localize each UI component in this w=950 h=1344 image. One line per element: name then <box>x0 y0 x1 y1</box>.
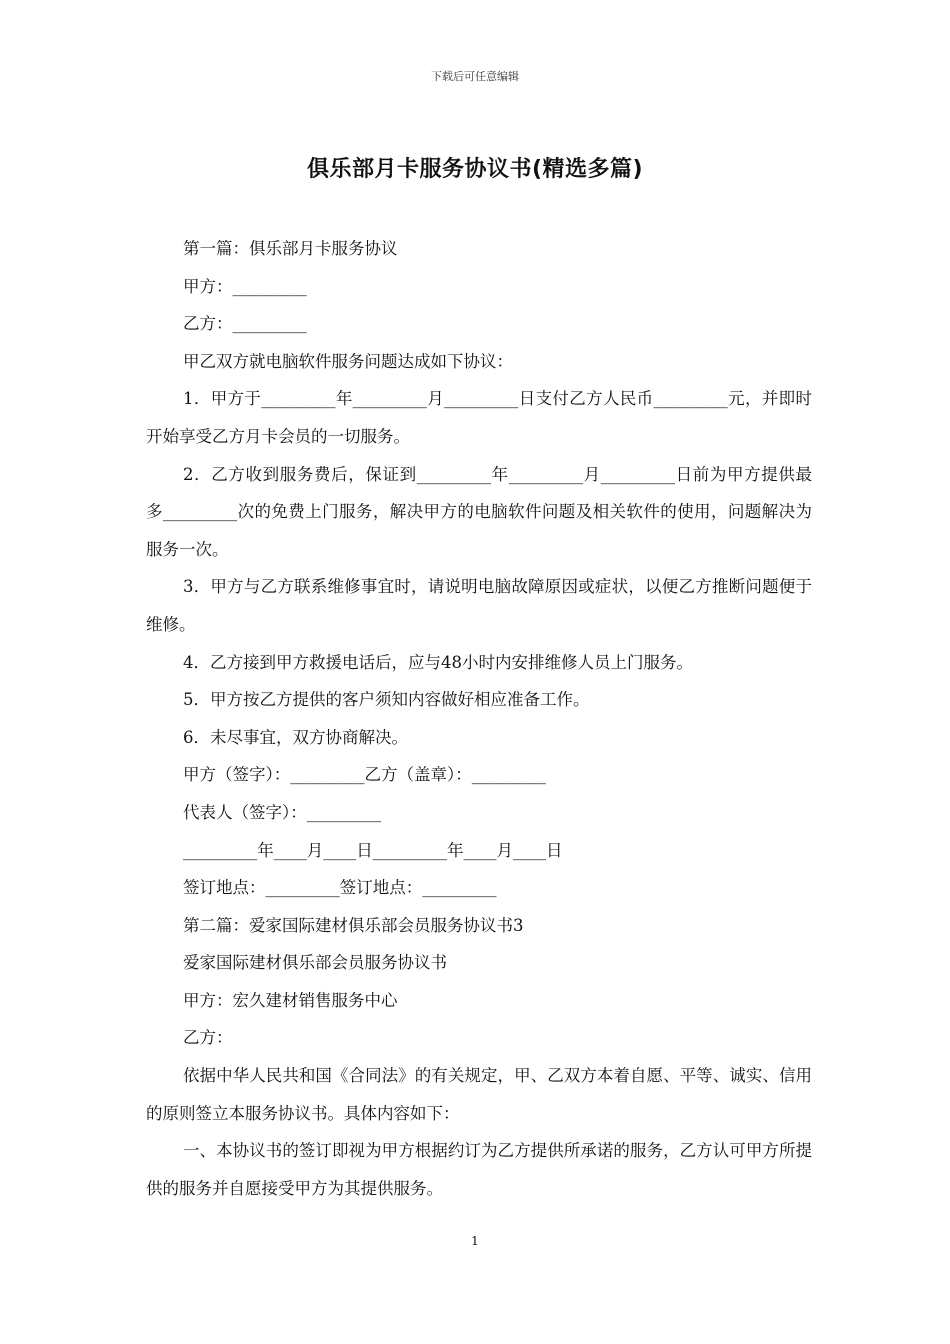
clause-4: 4．乙方接到甲方救援电话后，应与48小时内安排维修人员上门服务。 <box>183 652 693 672</box>
representative-line: 代表人（签字）：_________ <box>183 802 381 822</box>
agreement-intro: 甲乙双方就电脑软件服务问题达成如下协议： <box>183 351 513 371</box>
document-body <box>146 230 812 1207</box>
page-number: 1 <box>471 1234 479 1248</box>
party-a-line-2: 甲方：宏久建材销售服务中心 <box>183 990 398 1010</box>
agreement-title-2: 爱家国际建材俱乐部会员服务协议书 <box>183 953 447 973</box>
party-b-line-2: 乙方： <box>183 1028 233 1048</box>
date-line: _________年____月____日_________年____月____日 <box>183 840 563 860</box>
clause-3: 3．甲方与乙方联系维修事宜时，请说明电脑故障原因或症状，以便乙方推断问题便于维修。 <box>146 577 812 634</box>
signature-line: 甲方（签字）：_________乙方（盖章）：_________ <box>183 765 546 785</box>
clause-2: 2．乙方收到服务费后，保证到_________年_________月_________日前为甲方提供最多_________次的免费上门服务，解决甲方的电脑软件问题及相关软件的使用，问题解决为服务一次。 <box>146 464 812 559</box>
clause-one-2: 一、本协议书的签订即视为甲方根据约订为乙方提供所承诺的服务，乙方认可甲方所提供的服务并自愿接受甲方为其提供服务。 <box>146 1141 812 1198</box>
section-heading-2: 第二篇：爱家国际建材俱乐部会员服务协议书3 <box>183 915 524 935</box>
legal-basis-paragraph: 依据中华人民共和国《合同法》的有关规定，甲、乙双方本着自愿、平等、诚实、信用的原则签立本服务协议书。具体内容如下： <box>146 1066 812 1123</box>
clause-1: 1．甲方于_________年_________月_________日支付乙方人民币_________元，并即时开始享受乙方月卡会员的一切服务。 <box>146 389 812 446</box>
section-heading-1: 第一篇：俱乐部月卡服务协议 <box>183 239 398 258</box>
party-b-line: 乙方：_________ <box>183 314 307 334</box>
document-title: 俱乐部月卡服务协议书(精选多篇) <box>306 157 644 182</box>
party-a-line: 甲方：_________ <box>183 276 307 296</box>
header-note: 下载后可任意编辑 <box>431 70 519 83</box>
signing-location-line: 签订地点：_________签订地点：_________ <box>183 878 497 898</box>
clause-6: 6．未尽事宜，双方协商解决。 <box>183 727 408 747</box>
clause-5: 5．甲方按乙方提供的客户须知内容做好相应准备工作。 <box>183 690 590 710</box>
